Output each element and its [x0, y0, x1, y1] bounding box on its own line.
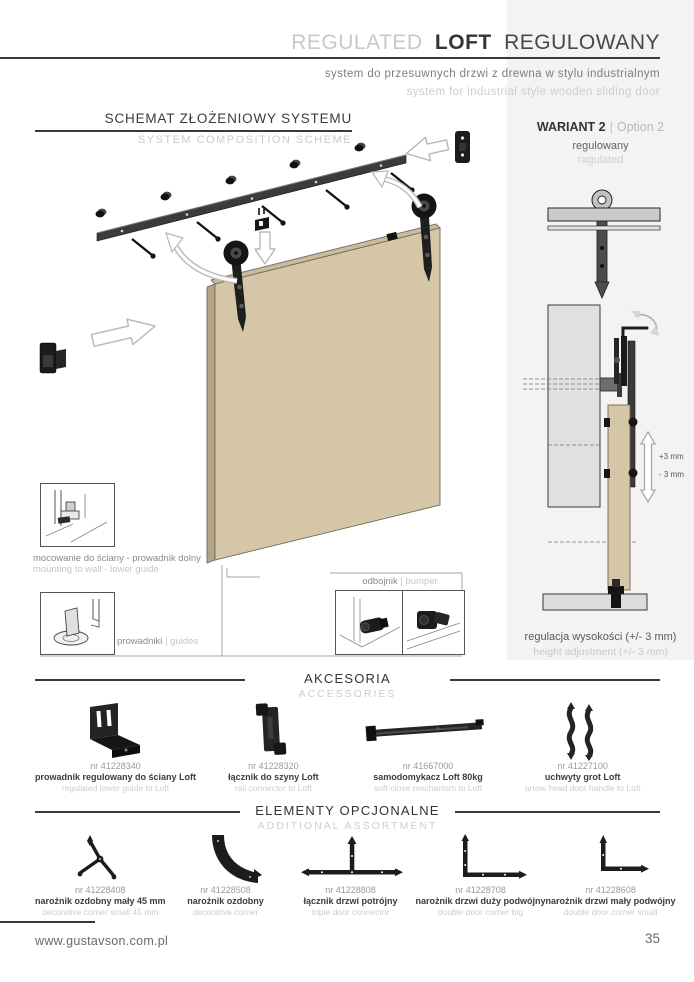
- roller-front-view: [548, 190, 660, 298]
- product-name-pl: narożnik ozdobny: [187, 896, 264, 906]
- soft-close-mechanism-icon: [351, 699, 506, 761]
- label-mounting: [33, 553, 253, 575]
- header-line-left: [35, 679, 245, 681]
- accessory-item: [35, 699, 196, 794]
- product-name-en: rail connector to Loft: [234, 783, 312, 793]
- product-number: nr 41228320: [248, 761, 299, 771]
- variant-separator: |: [609, 120, 613, 134]
- label-mounting-pl: mocowanie do ściany - prowadnik dolny: [33, 553, 201, 564]
- optional-title-en: ADDITIONAL ASSORTMENT: [257, 820, 438, 832]
- footer-url: www.gustavson.com.pl: [35, 934, 169, 948]
- variant-option: Option 2: [616, 120, 665, 134]
- triple-door-connector-icon: [286, 831, 416, 885]
- product-number: nr 41228808: [325, 885, 376, 895]
- adjust-minus-label: - 3 mm: [659, 470, 684, 479]
- adjust-arrow: [641, 432, 655, 502]
- product-name-en: triple door connector: [311, 907, 390, 917]
- product-number: nr 41228408: [74, 885, 126, 895]
- product-name-pl: narożnik ozdobny mały 45 mm: [35, 896, 166, 906]
- footer-rule: [0, 921, 95, 923]
- product-number: nr 41227100: [557, 761, 608, 771]
- product-name-pl: narożnik drzwi mały podwójny: [545, 896, 676, 906]
- variant-name-pl: regulowany: [572, 140, 629, 152]
- double-door-corner-small-icon: [546, 831, 676, 885]
- product-name-pl: uchwyty grot Loft: [544, 772, 621, 782]
- height-adjust-label-pl: regulacja wysokości (+/- 3 mm): [524, 631, 677, 643]
- accessory-item: [196, 699, 351, 794]
- product-name-pl: łącznik do szyny Loft: [228, 772, 319, 782]
- inset-floor-guide: [40, 592, 115, 655]
- product-name-en: regulated lower guide to Loft: [61, 783, 170, 793]
- inset-lower-guide-mounted: [40, 483, 115, 547]
- rail: [97, 155, 406, 241]
- decorative-corner-icon: [166, 831, 286, 885]
- label-guides: [117, 636, 198, 647]
- end-stop: [40, 343, 66, 373]
- title-regulated: REGULATED: [291, 31, 423, 54]
- optional-item: [546, 831, 676, 918]
- height-adjust-label-en: height adjustment (+/- 3 mm): [533, 646, 668, 658]
- optional-item: [35, 831, 166, 918]
- product-number: nr 41228340: [90, 761, 141, 771]
- optional-item: [286, 831, 416, 918]
- accessory-item: [505, 699, 660, 794]
- variant-name: WARIANT 2: [536, 120, 606, 134]
- header-line-right: [455, 811, 660, 813]
- product-name-pl: prowadnik regulowany do ściany Loft: [35, 772, 197, 782]
- title-loft: LOFT: [434, 31, 492, 54]
- end-cap: [455, 131, 470, 163]
- page-title: [291, 31, 660, 55]
- optional-header: [35, 803, 660, 832]
- variant-diagram: [507, 170, 694, 630]
- subtitle-en: system for industrial style wooden sliding door: [406, 86, 660, 98]
- header-rule: [0, 57, 660, 59]
- scheme-subtitle: SYSTEM COMPOSITION SCHEME: [137, 134, 352, 146]
- accessories-title-en: ACCESSORIES: [298, 688, 397, 700]
- page-number: 35: [644, 931, 660, 946]
- height-adjust-side-view: [523, 305, 684, 610]
- label-mounting-en: mounting to wall - lower guide: [33, 564, 159, 575]
- wall-guide-bracket-icon: [35, 699, 196, 761]
- label-guides-pl: prowadniki: [117, 636, 163, 647]
- optional-row: [35, 831, 676, 918]
- product-name-en: soft-close mechanism to Loft: [373, 783, 483, 793]
- double-door-corner-big-icon: [416, 831, 546, 885]
- product-name-en: decorative corner: [192, 907, 259, 917]
- optional-title-pl: ELEMENTY OPCJONALNE: [255, 803, 440, 818]
- product-number: nr 41228608: [585, 885, 636, 895]
- optional-item: [166, 831, 286, 918]
- product-name-en: arrow head door handle to Loft: [524, 783, 641, 793]
- label-bumper: [320, 576, 480, 587]
- header-line-right: [450, 679, 660, 681]
- label-bumper-pl: odbojnik: [362, 576, 398, 587]
- arrow-head-handles-icon: [505, 699, 660, 761]
- accessories-header: [35, 671, 660, 700]
- subtitle-pl: system do przesuwnych drzwi z drewna w stylu industrialnym: [324, 68, 660, 80]
- header-line-left: [35, 811, 240, 813]
- accessories-row: [35, 699, 660, 794]
- decorative-corner-small-icon: [35, 831, 166, 885]
- product-name-pl: łącznik drzwi potrójny: [303, 896, 398, 906]
- title-regulowany: REGULOWANY: [504, 31, 660, 54]
- scheme-title: SCHEMAT ZŁOŻENIOWY SYSTEMU: [35, 111, 352, 132]
- adjust-plus-label: +3 mm: [659, 452, 684, 461]
- accessories-title-pl: AKCESORIA: [304, 671, 391, 686]
- label-guides-sep: |: [165, 636, 168, 647]
- label-bumper-sep: |: [400, 576, 403, 587]
- inset-bumper-front: [402, 590, 465, 655]
- rail-connector-icon: [196, 699, 351, 761]
- label-bumper-en: bumper: [405, 576, 438, 587]
- product-name-pl: narożnik drzwi duży podwójny: [415, 896, 546, 906]
- variant-name-en: ragulated: [577, 154, 624, 166]
- accessory-item: [351, 699, 506, 794]
- door-panel: [207, 224, 440, 563]
- product-number: nr 41667000: [402, 761, 454, 771]
- optional-item: [416, 831, 546, 918]
- product-name-en: double door corner big: [438, 907, 524, 917]
- product-name-pl: samodomykacz Loft 80kg: [373, 772, 483, 782]
- product-number: nr 41228708: [455, 885, 506, 895]
- label-guides-en: guides: [170, 636, 199, 647]
- product-name-en: double door corner small: [563, 907, 658, 917]
- inset-bumper-side: [335, 590, 405, 655]
- variant-title: [507, 120, 694, 134]
- product-name-en: decorative corner small 45 mm: [42, 907, 159, 917]
- product-number: nr 41228508: [200, 885, 251, 895]
